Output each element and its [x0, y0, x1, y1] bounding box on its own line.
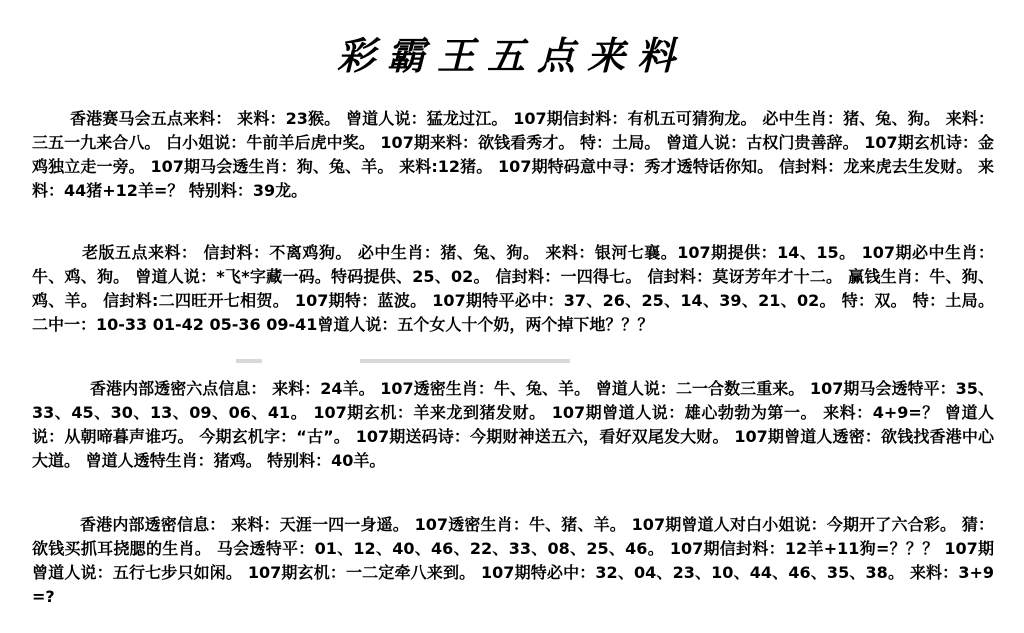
- scan-smudge: [236, 359, 262, 363]
- paragraph-hk-jockey-five-point: 香港赛马会五点来料： 来料：23猴。 曾道人说：猛龙过江。 107期信封料：有机五可猜狗龙。 必中生肖：猪、兔、狗。 来料：三五一九来合八。 白小姐说：牛前羊后虎中奖。 107期来料：欲钱看秀才。 特：土局。 曾道人说：古权门贵善辞。 107期玄机诗：金鸡独立走一旁。 107期马会透生肖：狗、兔、羊。 来料:12猪。 107期特码意中寻：秀才透特话你知。 信封料：龙来虎去生发财。 来料：44猪+12羊=？ 特别料：39龙。: [32, 109, 994, 200]
- paragraph-hk-insider-info: 香港内部透密信息： 来料：天涯一四一身遥。 107透密生肖：牛、猪、羊。 107期曾道人对白小姐说：今期开了六合彩。 猜：欲钱买抓耳挠腮的生肖。 马会透特平：01、12、40、46、22、33、08、25、46。 107期信封料：12羊+11狗=？？？ 107期曾道人说：五行七步只如闲。 107期玄机：一二定牵八来到。 107期特必中：32、04、23、10、44、46、35、38。 来料：3+9=?: [32, 515, 994, 606]
- paragraph-hk-insider-six-point: 香港内部透密六点信息： 来料：24羊。 107透密生肖：牛、兔、羊。 曾道人说：二一合数三重来。 107期马会透特平：35、33、45、30、13、09、06、41。 107期玄机：羊来龙到猪发财。 107期曾道人说：雄心勃勃为第一。 来料：4+9=？ 曾道人说：从朝啼暮声谁巧。 今期玄机字：“古”。 107期送码诗：今期财神送五六，看好双尾发大财。 107期曾道人透密：欲钱找香港中心大道。 曾道人透特生肖：猪鸡。 特别料：40羊。: [32, 379, 994, 470]
- document-title: 彩霸王五点来料: [336, 33, 687, 78]
- scan-smudge: [360, 359, 570, 363]
- paragraph-old-edition-five-point: 老版五点来料： 信封料：不离鸡狗。 必中生肖：猪、兔、狗。 来料：银河七襄。107期提供：14、15。 107期必中生肖：牛、鸡、狗。 曾道人说：*飞*字藏一码。特码提供、25、02。 信封料：一四得七。 信封料：莫讶芳年才十二。 赢钱生肖：牛、狗、鸡、羊。 信封料:二四旺开七相贺。 107期特：蓝波。 107期特平必中：37、26、25、14、39、21、02。 特：双。 特：土局。 二中一：10-33 01-42 05-36 09-41曾道人说：五个女人十个奶，两个掉下地？？？: [32, 243, 994, 334]
